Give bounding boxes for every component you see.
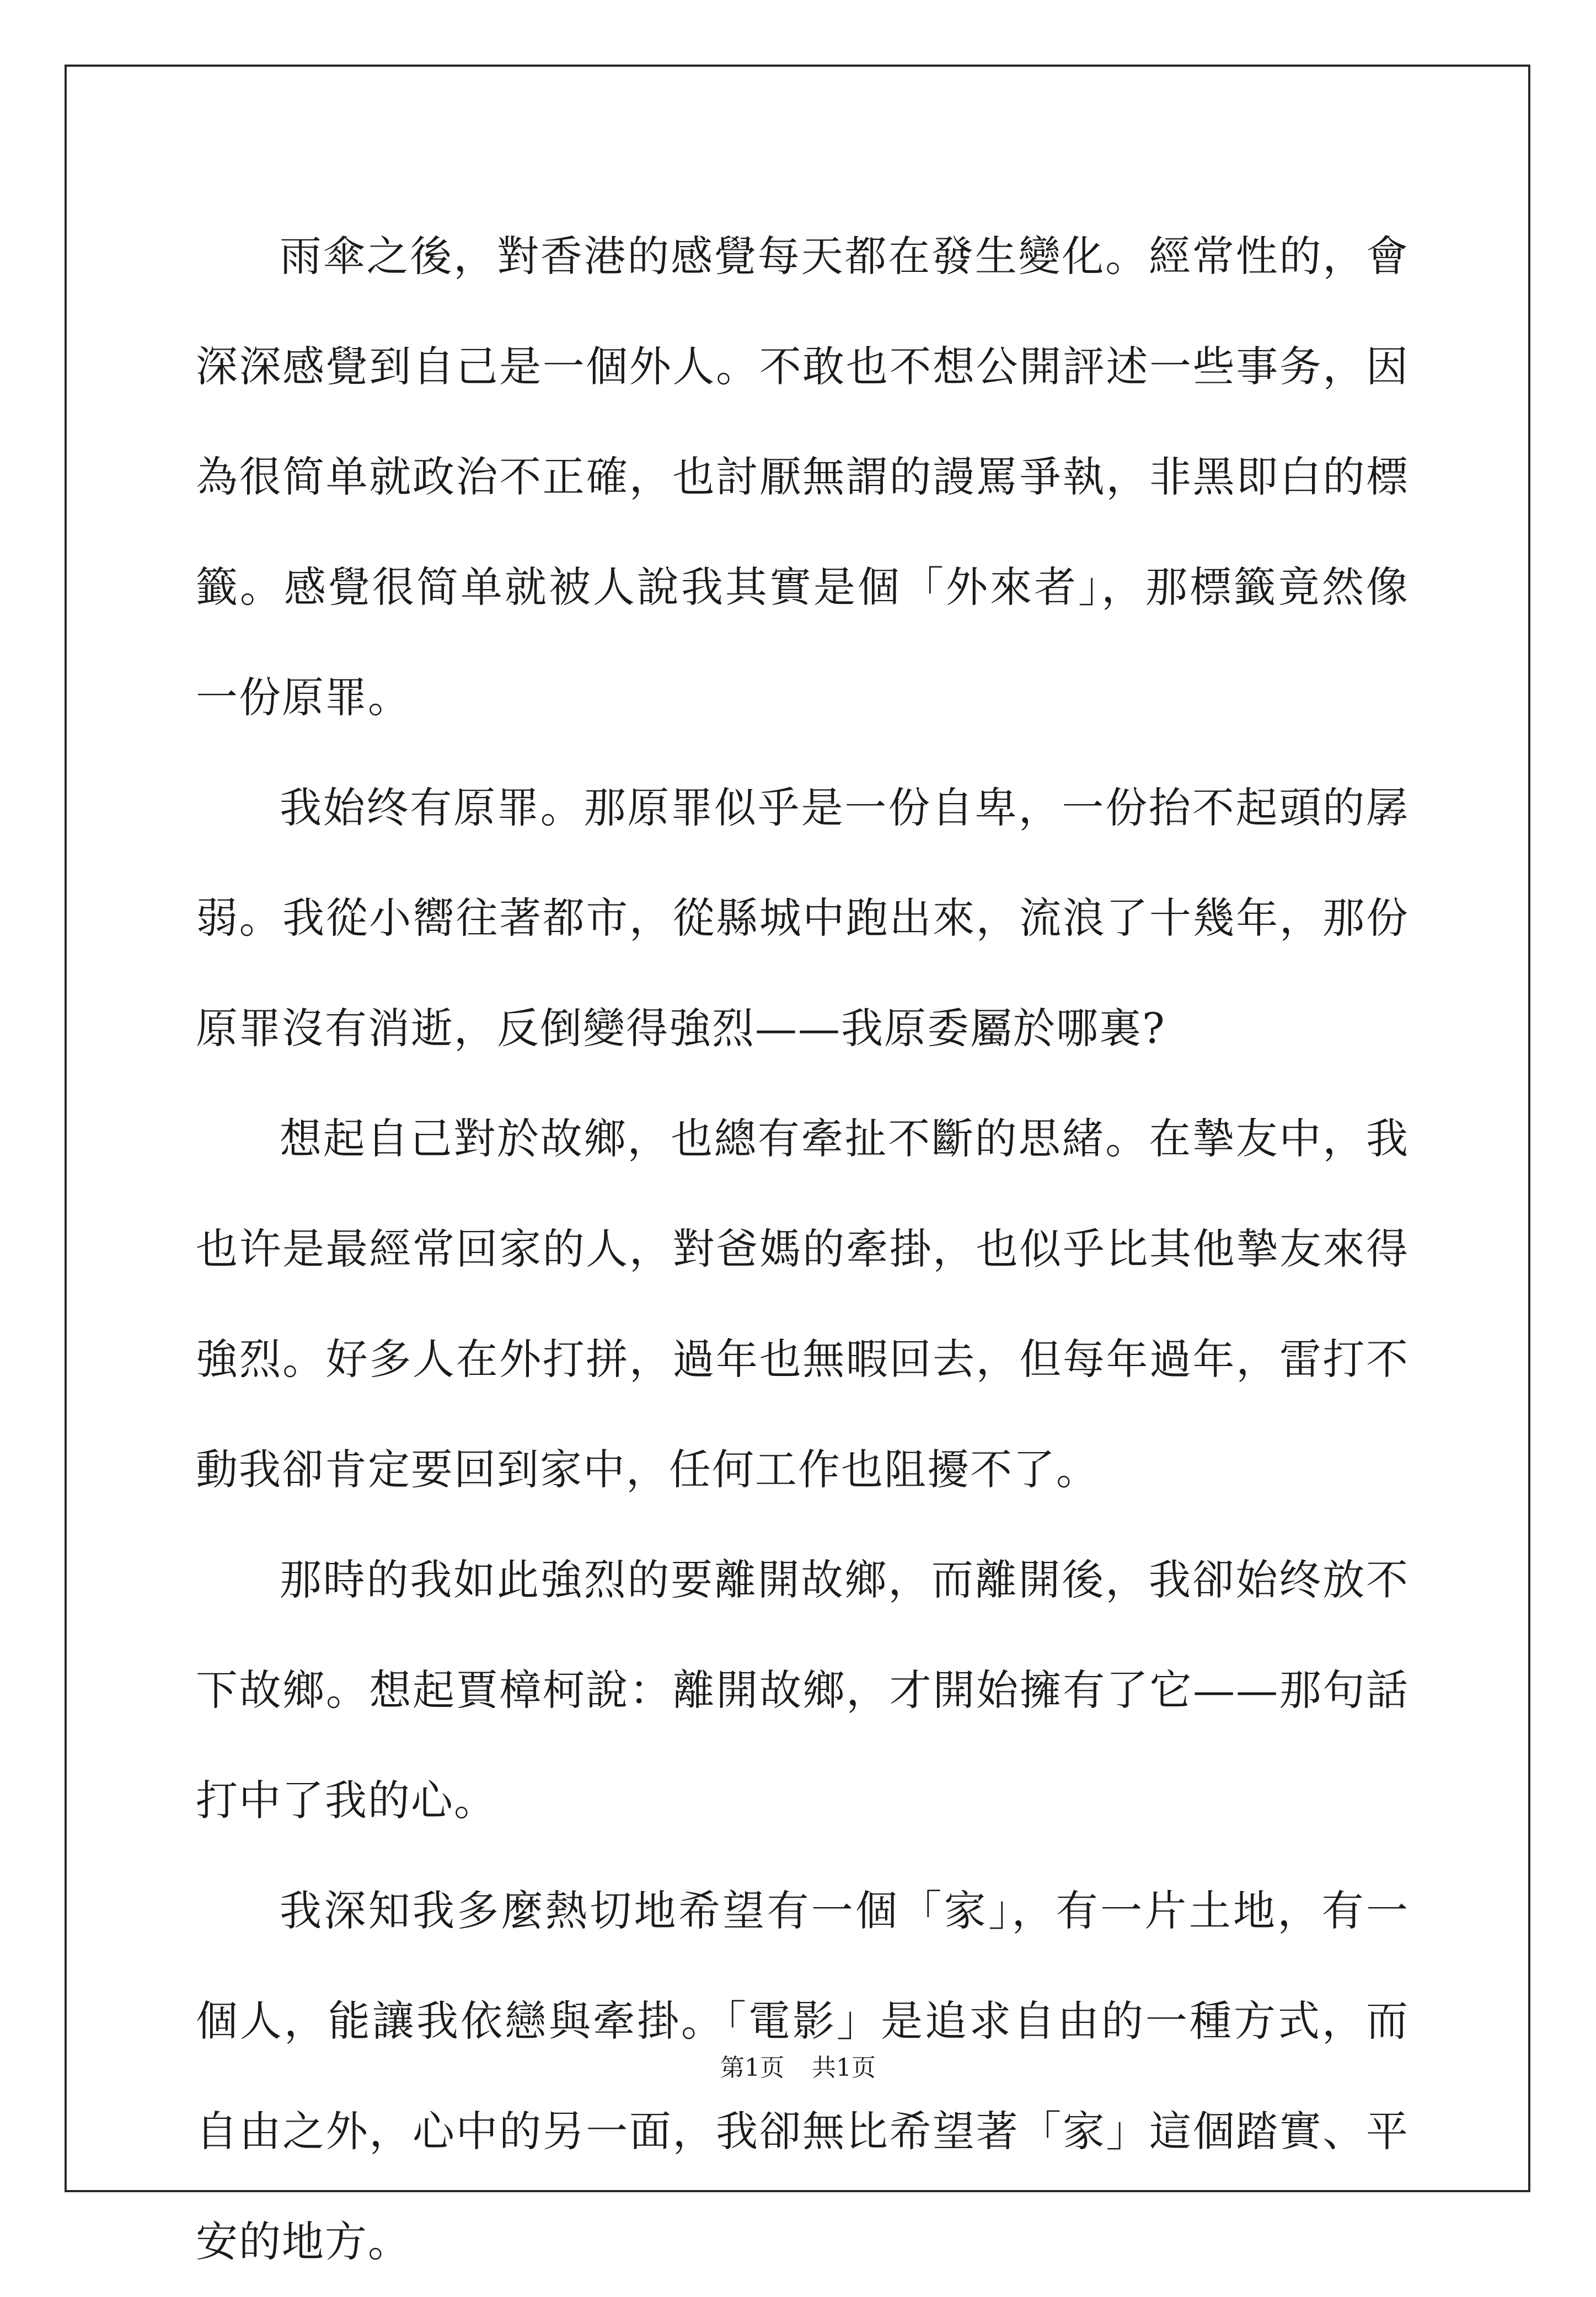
paragraph-4: 那時的我如此強烈的要離開故鄉，而離開後，我卻始终放不下故鄉。想起賈樟柯說：離開故鄉，才開始擁有了它——那句話打中了我的心。 — [196, 1555, 1409, 1825]
paragraph-3: 想起自己對於故鄉，也總有牽扯不斷的思緒。在摯友中，我也许是最經常回家的人，對爸媽的牽掛，也似乎比其他摯友來得強烈。好多人在外打拼，過年也無暇回去，但每年過年，雷打不動我卻肯定要回到家中，任何工作也阻擾不了。 — [196, 1114, 1409, 1494]
paragraph-1: 雨傘之後，對香港的感覺每天都在發生變化。經常性的，會深深感覺到自己是一個外人。不敢也不想公開評述一些事务，因為很简单就政治不正確，也討厭無謂的謾罵爭執，非黑即白的標籤。感覺很简单就被人說我其實是個「外來者」，那標籤竟然像一份原罪。 — [196, 232, 1409, 722]
page-footer — [0, 2052, 1596, 2085]
paragraph-5: 我深知我多麼熱切地希望有一個「家」，有一片土地，有一個人，能讓我依戀與牽掛。「電影」是追求自由的一種方式，而自由之外，心中的另一面，我卻無比希望著「家」這個踏實、平安的地方。 — [196, 1886, 1409, 2266]
page-total: 共1页 — [812, 2054, 876, 2082]
page-number: 第1页 — [720, 2054, 784, 2082]
paragraph-2: 我始终有原罪。那原罪似乎是一份自卑，一份抬不起頭的孱弱。我從小嚮往著都市，從縣城中跑出來，流浪了十幾年，那份原罪沒有消逝，反倒變得強烈——我原委屬於哪裏? — [196, 783, 1409, 1053]
document-body — [196, 201, 1409, 2297]
